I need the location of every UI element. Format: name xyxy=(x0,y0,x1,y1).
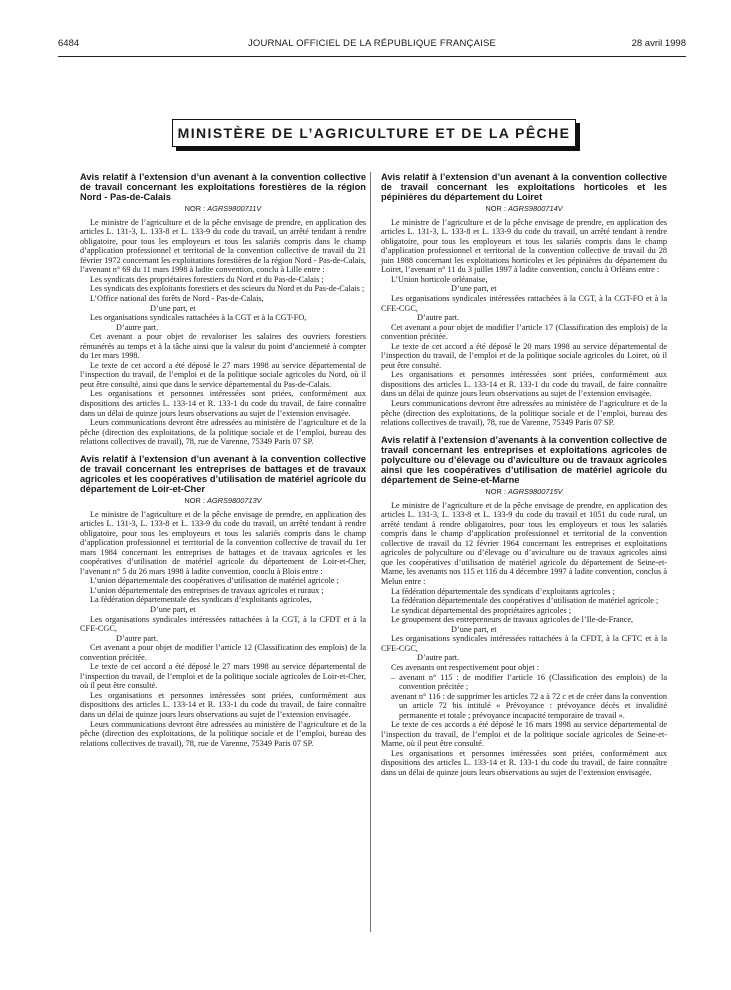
paragraph: Le ministre de l’agriculture et de la pêche envisage de prendre, en application des articles L. 131-3, L. 133-8 et L. 133-9 du code du travail, un arrêté tendant à rendre obligatoire, pour tous les employeurs et tous les salariés compris dans le champ d’application professionnel et territorial de la convention collective de travail du 1er mars 1984 concernant les entreprises de battages et de travaux agricoles et les coopératives d’utilisation de matériel agricole du département de Loir-et-Cher, l’avenant n° 5 du 26 mars 1998 à ladite convention, conclu à Blois entre : xyxy=(80,509,366,576)
paragraph: Le texte de cet accord a été déposé le 27 mars 1998 au service départemental de l’inspection du travail, de l’emploi et de la politique sociale agricoles du Nord, où il peut être consulté, ainsi que dans le service départemental du Pas-de-Calais. xyxy=(80,360,366,389)
paragraph: Le ministre de l’agriculture et de la pêche envisage de prendre, en application des articles L. 131-3, L. 133-8 et L. 133-9 du code du travail, un arrêté tendant à rendre obligatoire, pour tous les employeurs et tous les salariés compris dans le champ d’application professionnel et territorial de la convention collective de travail du 28 juin 1988 concernant les exploitations horticoles et les pépinières du département du Loiret, l’avenant n° 11 du 3 juillet 1997 à ladite convention, conclu à Orléans entre : xyxy=(381,217,667,275)
paragraph: L’union départementale des coopératives d’utilisation de matériel agricole ; xyxy=(90,576,339,586)
paragraph: D’autre part. xyxy=(417,653,460,663)
paragraph: Le ministre de l’agriculture et de la pêche envisage de prendre, en application des articles L. 131-3, L. 133-8 et L. 133-9 du code du travail et 1051 du code rural, un arrêté tendant à rendre obligatoires, pour tous les employeurs et tous les salariés compris dans le champ d’application professionnel et territorial de la convention collective de travail du 12 février 1964 concernant les entreprises et exploitations agricoles de polyculture ou d’élevage ou d’aviculture ou de travaux agricoles ainsi que les coopératives d’utilisation de matériel agricole du département de Seine-et-Marne, les avenants nos 115 et 116 du 4 décembre 1997 à ladite convention, conclus à Melun entre : xyxy=(381,500,667,587)
paragraph: Le texte de cet accord a été déposé le 27 mars 1998 au service départemental de l’inspection du travail, de l’emploi et de la politique sociale agricoles de Loir-et-Cher, où il peut être consulté. xyxy=(80,662,366,691)
nor-code: AGRS9800711V xyxy=(207,203,262,213)
paragraph: La fédération départementale des coopératives d’utilisation de matériel agricole ; xyxy=(391,596,659,606)
paragraph: avenant n° 116 : de supprimer les articles 72 a à 72 c et de créer dans la convention un article 72 bis intitulé « Prévoyance : prévoyance décès et invalidité permanente et totale ; prévoyance incapacité temporaire de travail ». xyxy=(391,691,667,720)
paragraph: Leurs communications devront être adressées au ministère de l’agriculture et de la pêche (direction des exploitations, de la politique sociale et de l’emploi, bureau des relations collectives de travail), 78, rue de Varenne, 75349 Paris 07 SP. xyxy=(80,418,366,447)
paragraph: Les syndicats des propriétaires forestiers du Nord et du Pas-de-Calais ; xyxy=(90,274,324,284)
paragraph: Leurs communications devront être adressées au ministère de l’agriculture et de la pêche (direction des exploitations, de la politique sociale et de l’emploi, bureau des relations collectives de travail), 78, rue de Varenne, 75349 Paris 07 SP. xyxy=(80,719,366,748)
paragraph: Ces avenants ont respectivement pour objet : xyxy=(391,662,540,672)
nor-label: NOR : xyxy=(184,203,206,213)
nor-reference xyxy=(381,487,667,496)
notice-article xyxy=(80,454,366,748)
paragraph: Les organisations syndicales rattachées à la CGT et à la CGT-FO, xyxy=(90,313,307,323)
paragraph: Les organisations syndicales intéressées rattachées à la CFDT, à la CFTC et à la CFE-CGC, xyxy=(381,634,667,653)
nor-reference xyxy=(381,204,667,213)
paragraph: D’une part, et xyxy=(451,284,497,294)
right-column xyxy=(381,172,667,785)
paragraph: Le ministre de l’agriculture et de la pêche envisage de prendre, en application des articles L. 131-3, L. 133-8 et L. 133-9 du code du travail, un arrêté tendant à rendre obligatoire, pour tous les employeurs et tous les salariés compris dans le champ d’application professionnel et territorial de la convention collective de travail du 21 février 1972 concernant les exploitations forestières de la région Nord - Pas-de-Calais, l’avenant n° 69 du 11 mars 1998 à ladite convention, conclu à Lille entre : xyxy=(80,217,366,275)
paragraph: D’autre part. xyxy=(417,313,460,323)
paragraph: Les organisations syndicales intéressées rattachées à la CGT, à la CGT-FO et à la CFE-CGC, xyxy=(381,293,667,313)
paragraph: Leurs communications devront être adressées au ministère de l’agriculture et de la pêche (direction des exploitations, de la politique sociale et de l’emploi, bureau des relations collectives de travail), 78, rue de Varenne, 75349 Paris 07 SP. xyxy=(381,399,667,428)
notice-title: Avis relatif à l’extension d’avenants à la convention collective de travail concernant les entreprises et exploitations agricoles de polyculture ou d’élevage ou d’aviculture ou de travaux agricoles ainsi que les coopératives d’utilisation de matériel agricole du département de Seine-et-Marne xyxy=(381,434,667,486)
paragraph: Les organisations syndicales intéressées rattachées à la CGT, à la CFDT et à la CFE-CGC, xyxy=(80,614,366,634)
notice-title: Avis relatif à l’extension d’un avenant à la convention collective de travail concernant les exploitations horticoles et les pépinières du département du Loiret xyxy=(381,172,667,203)
paragraph: D’une part, et xyxy=(150,605,196,615)
paragraph: Le texte de cet accord a été déposé le 20 mars 1998 au service départemental de l’inspection du travail, de l’emploi et de la politique sociale agricoles du Loiret, où il peut être consulté. xyxy=(381,341,667,370)
nor-reference xyxy=(80,204,366,213)
nor-label: NOR : xyxy=(485,486,506,496)
column-divider xyxy=(370,172,371,932)
paragraph: Le texte de ces accords a été déposé le 16 mars 1998 au service départemental de l’inspection du travail, de l’emploi et de la politique sociale agricoles de Seine-et-Marne, où il peut être consulté. xyxy=(381,720,667,749)
paragraph: D’autre part. xyxy=(116,633,159,643)
paragraph: Cet avenant a pour objet de modifier l’article 17 (Classification des emplois) de la convention précitée. xyxy=(381,322,667,342)
notice-article xyxy=(80,172,366,447)
paragraph: Les organisations et personnes intéressées sont priées, conformément aux dispositions des articles L. 133-14 et R. 133-1 du code du travail, de faire connaître dans un délai de quinze jours leurs observations au sujet de l’extension envisagée. xyxy=(80,389,366,418)
paragraph: L’union départementale des entreprises de travaux agricoles et ruraux ; xyxy=(90,585,324,595)
nor-code: AGRS9800714V xyxy=(507,203,563,213)
notice-article xyxy=(381,172,667,428)
nor-label: NOR : xyxy=(184,495,205,505)
paragraph: Le groupement des entrepreneurs de travaux agricoles de l’Ile-de-France, xyxy=(391,615,634,625)
paragraph: L’Office national des forêts de Nord - Pas-de-Calais, xyxy=(90,293,264,303)
running-head xyxy=(58,38,686,52)
ministry-title: MINISTÈRE DE L’AGRICULTURE ET DE LA PÊCHE xyxy=(177,125,571,141)
paragraph: D’autre part. xyxy=(116,322,159,332)
paragraph: Cet avenant a pour objet de modifier l’article 12 (Classification des emplois) de la convention précitée. xyxy=(80,643,366,662)
paragraph: Les organisations et personnes intéressées sont priées, conformément aux dispositions des articles L. 133-14 et R. 133-1 du code du travail, de faire connaître dans un délai de quinze jours leurs observations au sujet de l’extension envisagée. xyxy=(80,690,366,720)
paragraph: Le syndicat départemental des propriétaires agricoles ; xyxy=(391,605,572,615)
issue-date: 28 avril 1998 xyxy=(631,38,686,49)
paragraph: Les organisations et personnes intéressées sont priées, conformément aux dispositions des articles L. 133-14 et R. 133-1 du code du travail, de faire connaître dans un délai de quinze jours leurs observations au sujet de l’extension envisagée. xyxy=(381,748,667,777)
paragraph: – avenant n° 115 : de modifier l’article 16 (Classification des emplois) de la convention précitée ; xyxy=(391,672,667,692)
paragraph: D’une part, et xyxy=(150,303,196,313)
paragraph: D’une part, et xyxy=(451,624,497,634)
nor-reference xyxy=(80,496,366,505)
header-rule xyxy=(58,56,686,57)
notice-title: Avis relatif à l’extension d’un avenant à la convention collective de travail concernant les entreprises de battages et de travaux agricoles et les coopératives d’utilisation de matériel agricole du département de Loir-et-Cher xyxy=(80,453,366,495)
paragraph: Les syndicats des exploitants forestiers et des scieurs du Nord et du Pas-de-Calais ; xyxy=(90,284,365,294)
left-column xyxy=(80,172,366,755)
nor-code: AGRS9800713V xyxy=(206,495,262,505)
paragraph: Cet avenant a pour objet de revaloriser les salaires des ouvriers forestiers rémunérés au temps et à la tâche ainsi que la valeur du point d’ancienneté à compter du 1er mars 1998. xyxy=(80,332,366,361)
page-number: 6484 xyxy=(58,38,80,49)
notice-title: Avis relatif à l’extension d’un avenant à la convention collective de travail concernant les exploitations forestières de la région Nord - Pas-de-Calais xyxy=(80,172,366,203)
paragraph: Les organisations et personnes intéressées sont priées, conformément aux dispositions des articles L. 133-14 et R. 133-1 du code du travail, de faire connaître dans un délai de quinze jours leurs observations au sujet de l’extension envisagée. xyxy=(381,370,667,399)
journal-title: JOURNAL OFFICIEL DE LA RÉPUBLIQUE FRANÇAISE xyxy=(247,38,497,49)
ministry-banner xyxy=(172,119,576,147)
paragraph: L’Union horticole orléanaise, xyxy=(391,274,488,284)
paragraph: La fédération départementale des syndicats d’exploitants agricoles ; xyxy=(391,586,615,596)
nor-label: NOR : xyxy=(485,203,506,213)
notice-article xyxy=(381,435,667,778)
paragraph: La fédération départementale des syndicats d’exploitants agricoles, xyxy=(90,595,312,605)
nor-code: AGRS9800715V xyxy=(507,486,563,496)
